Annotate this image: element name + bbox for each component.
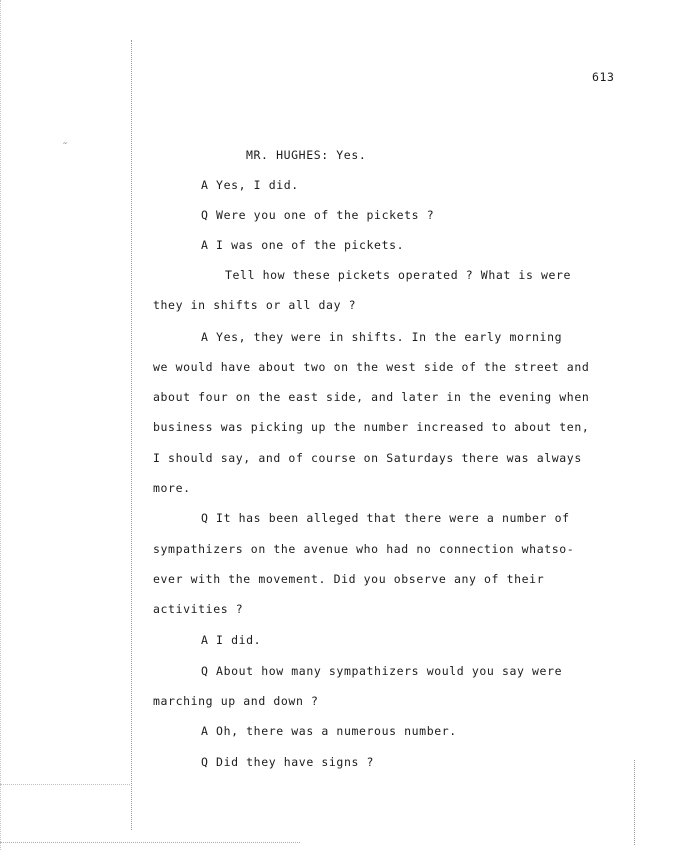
scan-speck: ˜ [62,142,69,153]
transcript-line: A Oh, there was a numerous number. [201,724,457,738]
transcript-line: Q Were you one of the pickets ? [201,208,435,222]
scan-edge-noise [0,0,21,850]
transcript-line: A Yes, I did. [201,178,299,192]
transcript-line: more. [153,481,191,495]
bottom-scan-noise-2 [0,774,130,785]
transcript-line: A Yes, they were in shifts. In the early morning [201,330,563,344]
transcript-line: marching up and down ? [153,694,319,708]
transcript-line: Q Did they have signs ? [201,755,375,769]
transcript-line: Tell how these pickets operated ? What is were [225,268,572,282]
transcript-line: about four on the east side, and later in the evening when [153,390,590,404]
transcript-line: A I did. [201,633,262,647]
right-margin-noise [634,760,635,845]
transcript-line: Q About how many sympathizers would you say were [201,664,563,678]
transcript-line: we would have about two on the west side of the street and [153,360,590,374]
page-number: 613 [592,70,615,84]
transcript-line: Q It has been alleged that there were a number of [201,511,570,525]
transcript-line: MR. HUGHES: Yes. [246,148,367,162]
bottom-scan-noise [0,822,300,843]
transcript-line: ever with the movement. Did you observe any of their [153,572,545,586]
transcript-line: they in shifts or all day ? [153,298,357,312]
transcript-line: sympathizers on the avenue who had no connection whatso- [153,542,575,556]
transcript-line: business was picking up the number increased to about ten, [153,420,590,434]
left-margin-rule [131,40,132,830]
transcript-line: I should say, and of course on Saturdays there was always [153,451,582,465]
transcript-line: A I was one of the pickets. [201,238,405,252]
transcript-line: activities ? [153,602,244,616]
